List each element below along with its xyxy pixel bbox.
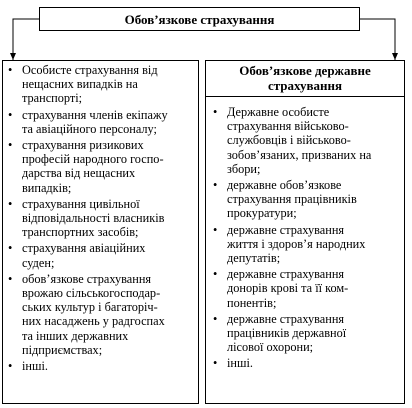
right-item-list bbox=[206, 97, 404, 371]
left-list-item bbox=[5, 197, 196, 240]
left-list-item bbox=[5, 272, 196, 357]
left-list-item-line: та інших державних bbox=[22, 328, 129, 343]
left-list-item-line: транспорті; bbox=[22, 91, 83, 106]
diagram-title: Обов’язкове страхування bbox=[124, 12, 275, 27]
bullet-icon: • bbox=[8, 63, 13, 77]
right-box-header bbox=[206, 61, 404, 97]
right-connector bbox=[360, 19, 395, 60]
left-list-item-line: суден; bbox=[22, 255, 55, 270]
right-list-item-line: державне страхування bbox=[227, 311, 345, 326]
right-list-item-line: державне страхування bbox=[227, 222, 345, 237]
left-list-item-line: страхування членів екіпажу bbox=[22, 107, 168, 122]
right-list-item-line: страхування працівників bbox=[227, 192, 357, 207]
right-list-item bbox=[210, 312, 400, 355]
left-list-item-line: них насаджень у радгоспах bbox=[22, 314, 165, 329]
bullet-icon: • bbox=[8, 138, 13, 153]
left-list-item bbox=[5, 108, 196, 136]
bullet-icon: • bbox=[8, 107, 13, 122]
bullet-icon: • bbox=[213, 311, 218, 326]
left-list-item-line: транспортних засобів; bbox=[22, 225, 139, 240]
bullet-icon: • bbox=[213, 178, 218, 193]
left-list-item-line: страхування ризикових bbox=[22, 138, 144, 153]
bullet-icon: • bbox=[8, 241, 13, 256]
bullet-icon: • bbox=[213, 105, 218, 119]
bullet-icon: • bbox=[8, 196, 13, 211]
right-list-item bbox=[210, 105, 400, 176]
left-list-item-line: обов’язкове страхування bbox=[22, 271, 152, 286]
right-list-item-line: депутатів; bbox=[227, 251, 281, 266]
left-list-item-line: та авіаційного персоналу; bbox=[22, 121, 157, 136]
left-list-item bbox=[5, 138, 196, 195]
right-list-item-line: працівників державної bbox=[227, 326, 347, 341]
left-list-item-line: дарства від нещасних bbox=[22, 166, 136, 181]
right-box-state-mandatory-insurance bbox=[205, 60, 405, 404]
right-list-item-line: прокуратури; bbox=[227, 206, 297, 221]
left-list-item-line: випадків; bbox=[22, 180, 72, 195]
right-list-item bbox=[210, 267, 400, 310]
bullet-icon: • bbox=[213, 267, 218, 282]
right-list-item-line: страхування військово- bbox=[227, 119, 349, 134]
right-header-line-1: Обов’язкове державне bbox=[239, 63, 371, 78]
right-list-item-line: інші. bbox=[227, 356, 253, 371]
bullet-icon: • bbox=[8, 271, 13, 286]
left-list-item-line: Особисте страхування від bbox=[22, 63, 158, 77]
left-list-item-line: нещасних випадків на bbox=[22, 77, 138, 92]
left-list-item-line: страхування авіаційних bbox=[22, 241, 146, 256]
right-list-item-line: понентів; bbox=[227, 295, 277, 310]
bullet-icon: • bbox=[213, 222, 218, 237]
right-list-item bbox=[210, 223, 400, 266]
bullet-icon: • bbox=[213, 356, 218, 371]
left-list-item-line: інші. bbox=[22, 359, 48, 374]
right-list-item-line: життя і здоров’я народних bbox=[227, 236, 366, 251]
left-list-item-line: відповідальності власників bbox=[22, 211, 165, 226]
left-item-list bbox=[3, 61, 198, 373]
right-list-item-line: службовців і військово- bbox=[227, 133, 351, 148]
right-list-item-line: лісової охорони; bbox=[227, 340, 314, 355]
title-box bbox=[39, 7, 360, 31]
right-list-item bbox=[210, 178, 400, 221]
left-connector bbox=[13, 19, 39, 60]
left-connector-arrowhead bbox=[10, 53, 16, 60]
left-list-item-line: ських культур і багаторіч- bbox=[22, 300, 158, 315]
right-list-item-line: донорів крові та її ком- bbox=[227, 281, 349, 296]
left-list-item-line: професій народного госпо- bbox=[22, 152, 164, 167]
right-list-item-line: державне обов’язкове bbox=[227, 178, 342, 193]
right-connector-arrowhead bbox=[392, 53, 398, 60]
right-list-item-line: державне страхування bbox=[227, 267, 345, 282]
left-list-item-line: підприємствах; bbox=[22, 342, 103, 357]
right-header-line-2: страхування bbox=[267, 78, 343, 93]
right-list-item-line: збори; bbox=[227, 161, 261, 176]
bullet-icon: • bbox=[8, 359, 13, 374]
left-list-item bbox=[5, 63, 196, 106]
right-list-item-line: зобов’язаних, призваних на bbox=[227, 147, 372, 162]
left-list-item-line: страхування цивільної bbox=[22, 196, 140, 211]
left-box-mandatory-insurance-list bbox=[2, 60, 199, 404]
left-list-item bbox=[5, 359, 196, 373]
left-list-item-line: врожаю сільськогосподар- bbox=[22, 286, 161, 301]
right-list-item-line: Державне особисте bbox=[227, 105, 330, 119]
left-list-item bbox=[5, 241, 196, 269]
right-list-item bbox=[210, 356, 400, 370]
